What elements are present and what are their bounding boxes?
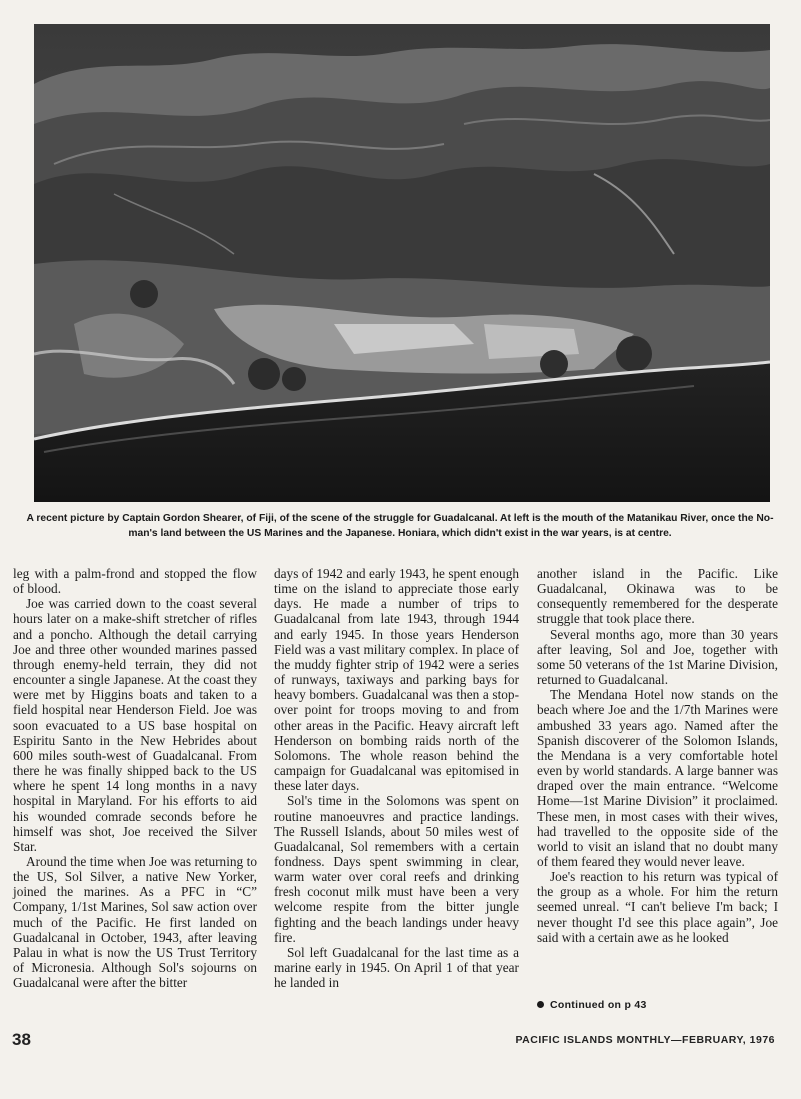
aerial-photo-illustration (34, 24, 770, 502)
footer-publication: PACIFIC ISLANDS MONTHLY—FEBRUARY, 1976 (515, 1034, 775, 1046)
continued-text: Continued on p 43 (550, 999, 647, 1011)
aerial-photo-guadalcanal (34, 24, 770, 502)
paragraph: Around the time when Joe was returning to the US, Sol Silver, a native New Yorker, joined the marines. As a PFC in “C” Company, 1/1st Marines, Sol saw action over much of the Pacific. He first landed on Guadalcanal in October, 1943, after leaving Palau in what is now the US Trust Territory of Micronesia. Although Sol's sojourns on Guadalcanal were after the bitter (13, 853, 257, 991)
paragraph: leg with a palm-frond and stopped the flow of blood. (13, 566, 257, 597)
paragraph: Several months ago, more than 30 years after leaving, Sol and Joe, together with some 50 veterans of the 1st Marine Division, returned to Guadalcanal. (537, 626, 778, 688)
paragraph: another island in the Pacific. Like Guadalcanal, Okinawa was to be consequently remembered for the desperate struggle that took place there. (537, 566, 778, 627)
article-column-2 (274, 566, 519, 990)
paragraph: Sol's time in the Solomons was spent on routine manoeuvres and practice landings. The Russell Islands, about 50 miles west of Guadalcanal, Sol remembers with a certain fondness. Days spent swimming in clear, warm water over coral reefs and drinking fresh coconut milk must have been a very welcome respite from the bitter jungle fighting and the beach landings under heavy fire. (274, 793, 519, 945)
photo-caption: A recent picture by Captain Gordon Shearer, of Fiji, of the scene of the struggle for Guadalcanal. At left is the mouth of the Matanikau River, once the No-man's land between the US Marines and the Japanese. Honiara, which didn't exist in the war years, is at centre. (26, 513, 774, 539)
paragraph: days of 1942 and early 1943, he spent enough time on the island to appreciate those early days. He made a number of trips to Guadalcanal from late 1943, through 1944 and early 1945. In those years Henderson Field was a vast military complex. In place of the muddy fighter strip of 1942 were a series of runways, taxiways and parking bays for heavy bombers. Guadalcanal was then a stop-over point for troops moving to and from other areas in the Pacific. Heavy aircraft left Henderson on bombing raids north of the Solomons. The whole reason behind the campaign for Guadalcanal was epitomised in these later days. (274, 566, 519, 794)
article-column-1 (13, 566, 257, 990)
paragraph: Sol left Guadalcanal for the last time as a marine early in 1945. On April 1 of that year he landed in (274, 944, 519, 991)
page-number: 38 (12, 1030, 31, 1049)
article-column-3 (537, 566, 778, 945)
paragraph: Joe was carried down to the coast several hours later on a make-shift stretcher of rifles and a poncho. Although the detail carrying Joe and three other wounded marines passed through enemy-held terrain, they did not encounter a single Japanese. At the coast they were met by Higgins boats and taken to a field hospital near Henderson Field. Joe was soon evacuated to a US base hospital on Espiritu Santo in the New Hebrides about 600 miles south-west of Guadalcanal. From there he was finally shipped back to the US where he spent 14 long months in a navy hospital in Maryland. For his efforts to aid his wounded comrade seconds before he himself was shot, Joe received the Silver Star. (13, 596, 257, 854)
continued-note (537, 999, 647, 1011)
paragraph: The Mendana Hotel now stands on the beach where Joe and the 1/7th Marines were ambushed 33 years ago. Named after the Spanish discoverer of the Solomon Islands, the Mendana is a very comfortable hotel even by world standards. A large banner was draped over the main entrance. “Welcome Home—1st Marine Division” it proclaimed. These men, in most cases with their wives, had travelled to the opposite side of the world to visit an island that no doubt many of them feared they would never leave. (537, 687, 778, 869)
paragraph: Joe's reaction to his return was typical of the group as a whole. For him the return seemed unreal. “I can't believe I'm back; I never thought I'd see this place again”, Joe said with a certain awe as he looked (537, 869, 778, 945)
bullet-icon (537, 1001, 544, 1008)
